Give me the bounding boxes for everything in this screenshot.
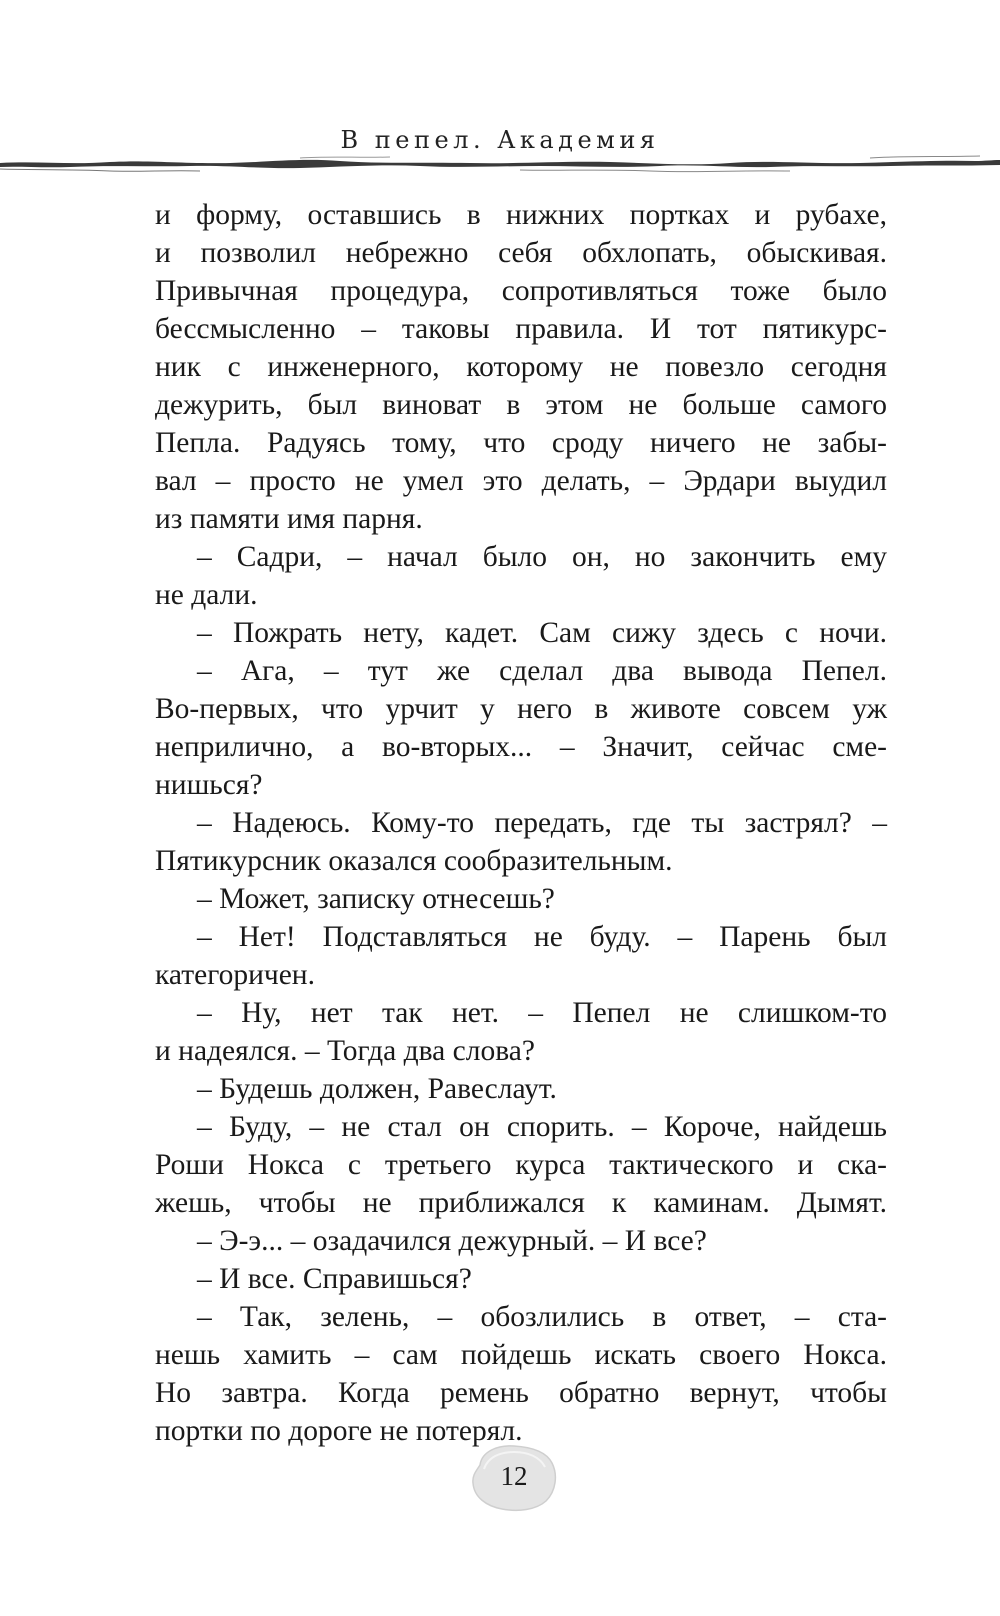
text-line: дежурить, был виноват в этом не больше самого [155, 389, 887, 421]
text-line: категоричен. [155, 959, 315, 991]
text-line: и позволил небрежно себя обхлопать, обыскивая. [155, 237, 887, 269]
text-line: Пятикурсник оказался сообразительным. [155, 845, 673, 877]
text-line: – Надеюсь. Кому-то передать, где ты застрял? – [197, 807, 887, 839]
text-line: – Буду, – не стал он спорить. – Короче, найдешь [197, 1111, 887, 1143]
text-line: жешь, чтобы не приближался к каминам. Дымят. [155, 1187, 887, 1219]
body-text [155, 196, 887, 1450]
text-line: не дали. [155, 579, 258, 611]
text-line: нишься? [155, 769, 263, 801]
text-line: и надеялся. – Тогда два слова? [155, 1035, 535, 1067]
text-line: – Пожрать нету, кадет. Сам сижу здесь с ночи. [197, 617, 887, 649]
page-number-badge [470, 1443, 558, 1513]
text-line: – И все. Справишься? [197, 1263, 472, 1295]
running-head-title: В пепел. Академия [340, 126, 660, 154]
text-line: портки по дороге не потерял. [155, 1415, 523, 1447]
text-line: из памяти имя парня. [155, 503, 423, 535]
page-number: 12 [500, 1461, 528, 1491]
text-line: неприлично, а во-вторых... – Значит, сейчас сме- [155, 731, 887, 763]
text-line: Во-первых, что урчит у него в животе совсем уж [155, 693, 887, 725]
text-line: Привычная процедура, сопротивляться тоже было [155, 275, 887, 307]
text-line: – Будешь должен, Равеслаут. [197, 1073, 557, 1105]
text-line: – Так, зелень, – обозлились в ответ, – ста- [197, 1301, 887, 1333]
text-line: и форму, оставшись в нижних портках и рубахе, [155, 199, 887, 231]
text-line: Пепла. Радуясь тому, что сроду ничего не забы- [155, 427, 887, 459]
text-line: – Ну, нет так нет. – Пепел не слишком-то [197, 997, 887, 1029]
text-line: Но завтра. Когда ремень обратно вернут, чтобы [155, 1377, 887, 1409]
text-line: – Нет! Подставляться не буду. – Парень был [197, 921, 887, 953]
text-line: – Может, записку отнесешь? [197, 883, 555, 915]
text-line: – Э-э... – озадачился дежурный. – И все? [197, 1225, 707, 1257]
text-line: ник с инженерного, которому не повезло сегодня [155, 351, 887, 383]
text-line: вал – просто не умел это делать, – Эрдари выудил [155, 465, 887, 497]
text-line: бессмысленно – таковы правила. И тот пятикурс- [155, 313, 887, 345]
text-line: – Ага, – тут же сделал два вывода Пепел. [197, 655, 887, 687]
text-line: нешь хамить – сам пойдешь искать своего Нокса. [155, 1339, 887, 1371]
text-line: – Садри, – начал было он, но закончить ему [197, 541, 887, 573]
torn-rule-divider [0, 152, 1000, 178]
text-line: Роши Нокса с третьего курса тактического и ска- [155, 1149, 887, 1181]
